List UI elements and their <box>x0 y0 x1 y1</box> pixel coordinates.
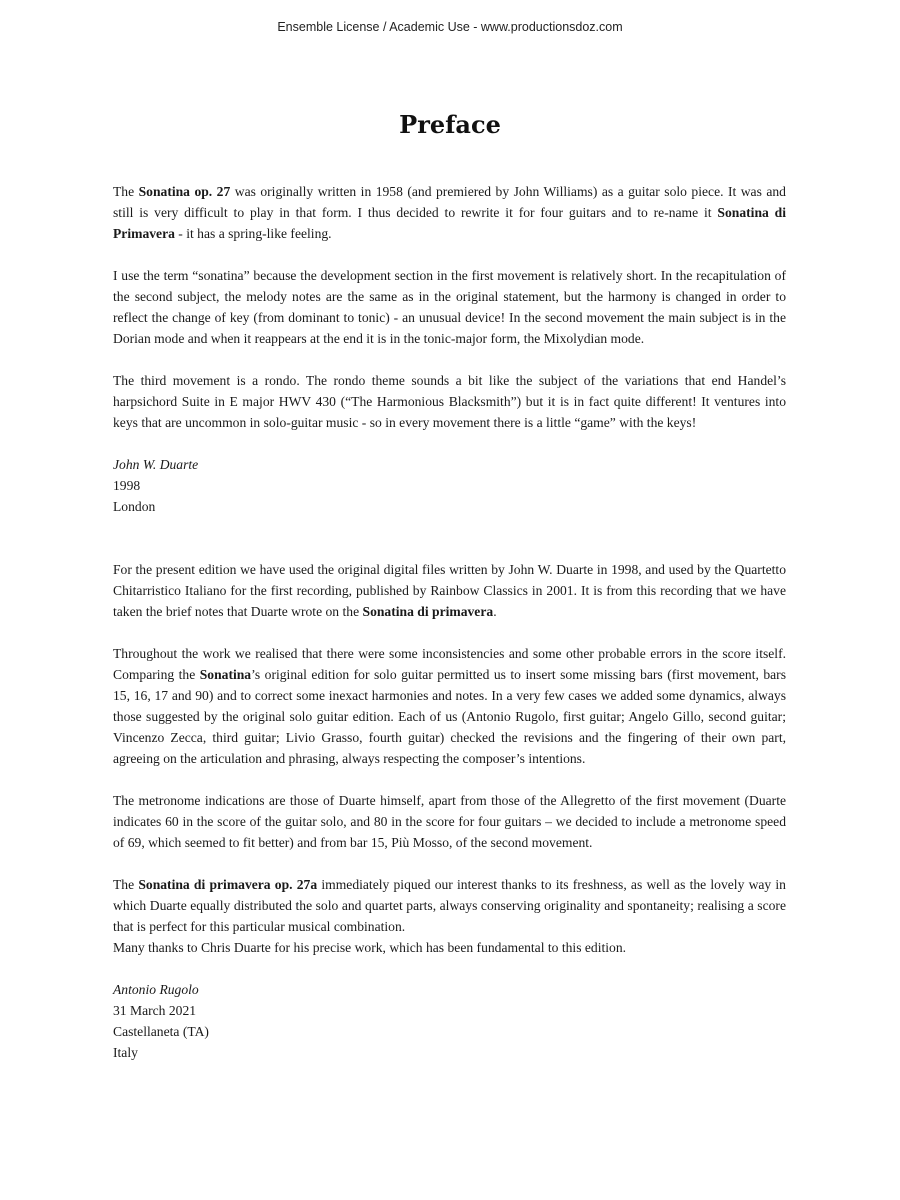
signature-name: Antonio Rugolo <box>113 982 199 997</box>
paragraph-7: The Sonatina di primavera op. 27a immediately piqued our interest thanks to its freshness, as well as the lovely way in which Duarte equally distributed the solo and quartet parts, always conserving originality and spontaneity; realising a score that is perfect for this particular musical combination. <box>113 877 786 934</box>
paragraph-4: For the present edition we have used the original digital files written by John W. Duarte in 1998, and used by the Quartetto Chitarristico Italiano for the first recording, published by Rainbow Classics in 2001. It is from this recording that we have taken the brief notes that Duarte wrote on the Sonatina di primavera. <box>113 562 786 619</box>
paragraph-1: The Sonatina op. 27 was originally written in 1958 (and premiered by John Williams) as a guitar solo piece. It was and still is very difficult to play in that form. I thus decided to rewrite it for four guitars and to re-name it Sonatina di Primavera - it has a spring-like feeling. <box>113 184 786 241</box>
signature-place: Castellaneta (TA) <box>113 1024 209 1039</box>
paragraph-5: Throughout the work we realised that there were some inconsistencies and some other probable errors in the score itself. Comparing the Sonatina’s original edition for solo guitar permitted us to insert some missing bars (first movement, bars 15, 16, 17 and 90) and to correct some inexact harmonies and notes. In a very few cases we added some dynamics, always those suggested by the original solo guitar edition. Each of us (Antonio Rugolo, first guitar; Angelo Gillo, second guitar; Vincenzo Zecca, third guitar; Livio Grasso, fourth guitar) checked the revisions and the fingering of their own part, agreeing on the articulation and phrasing, always respecting the composer’s intentions. <box>113 646 786 766</box>
signature-country: Italy <box>113 1045 138 1060</box>
paragraph-2: I use the term “sonatina” because the development section in the first movement is relatively short. In the recapitulation of the second subject, the melody notes are the same as in the original statement, but the harmony is changed in order to reflect the change of key (from dominant to tonic) - an unusual device! In the second movement the main subject is in the Dorian mode and when it reappears at the end it is in the tonic-major form, the Mixolydian mode. <box>113 268 786 346</box>
license-header: Ensemble License / Academic Use - www.productionsdoz.com <box>277 20 623 34</box>
paragraph-6: The metronome indications are those of Duarte himself, apart from those of the Allegretto of the first movement (Duarte indicates 60 in the score of the guitar solo, and 80 in the score for four guitars – we decided to include a metronome speed of 69, which seemed to fit better) and from bar 15, Più Mosso, of the second movement. <box>113 793 786 850</box>
signature-place: London <box>113 499 156 514</box>
section-spacer <box>113 538 786 559</box>
signature-date: 31 March 2021 <box>113 1003 197 1018</box>
signature-duarte <box>113 454 786 517</box>
preface-body <box>113 181 786 1084</box>
signature-rugolo <box>113 979 786 1063</box>
signature-year: 1998 <box>113 478 141 493</box>
paragraph-3: The third movement is a rondo. The rondo theme sounds a bit like the subject of the variations that end Handel’s harpsichord Suite in E major HWV 430 (“The Harmonious Blacksmith”) but it is in fact quite different! It ventures into keys that are uncommon in solo-guitar music - so in every movement there is a little “game” with the keys! <box>113 373 786 430</box>
signature-name: John W. Duarte <box>113 457 199 472</box>
page-title: Preface <box>399 110 501 139</box>
paragraph-8: Many thanks to Chris Duarte for his precise work, which has been fundamental to this edition. <box>113 940 627 955</box>
